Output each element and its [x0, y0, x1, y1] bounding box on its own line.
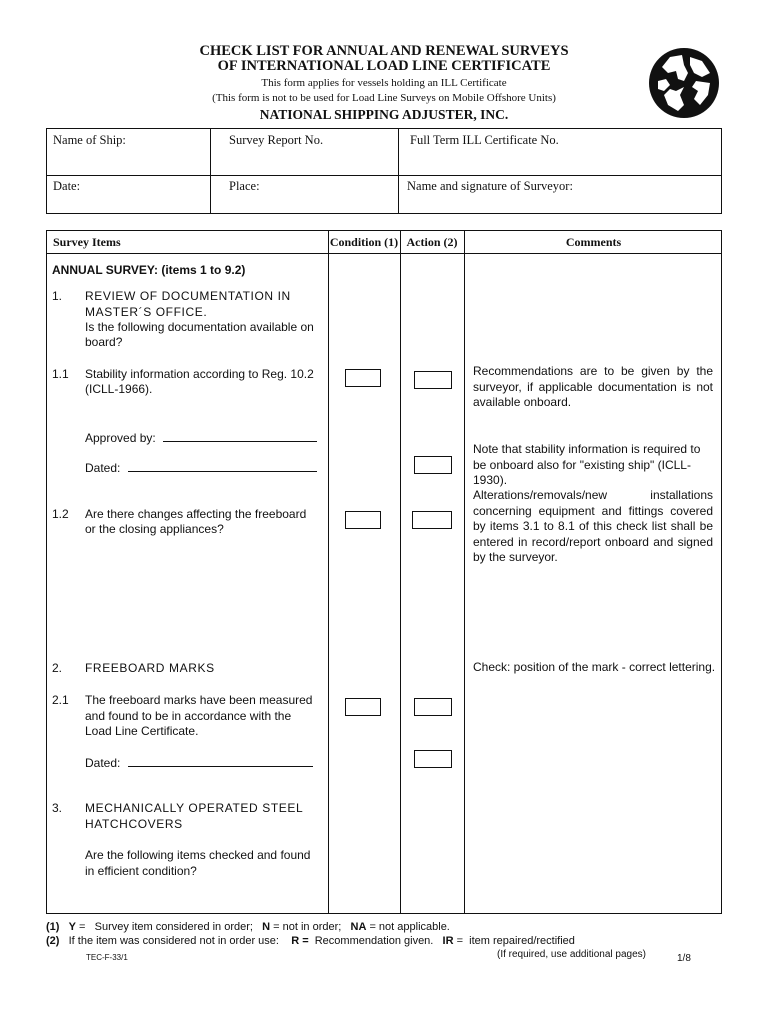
item-1-1-line2: (ICLL-1966).	[85, 382, 153, 396]
section3-question-line1: Are the following items checked and found	[85, 848, 311, 862]
condition-checkbox-2-1[interactable]	[345, 698, 381, 716]
header-condition: Condition (1)	[329, 235, 399, 249]
section1-question-line1: Is the following documentation available on	[85, 320, 314, 334]
footnote-1-y: Y	[68, 921, 76, 933]
annual-survey-heading: ANNUAL SURVEY: (items 1 to 9.2)	[52, 263, 246, 277]
item-2-1-line2: and found to be in accordance with the	[85, 709, 292, 723]
form-applicability-note: This form applies for vessels holding an ILL Certificate	[261, 77, 507, 89]
form-restriction-note: (This form is not to be used for Load Line Surveys on Mobile Offshore Units)	[212, 92, 556, 104]
dated-field-2[interactable]	[85, 754, 313, 772]
form-title-line1: CHECK LIST FOR ANNUAL AND RENEWAL SURVEYS	[199, 43, 569, 59]
form-code: TEC-F-33/1	[86, 953, 128, 962]
dated-field-1[interactable]	[85, 459, 317, 477]
footnote-2-text-c: = item repaired/rectified	[453, 935, 575, 947]
company-name: NATIONAL SHIPPING ADJUSTER, INC.	[259, 107, 509, 122]
company-logo	[648, 47, 720, 119]
condition-checkbox-1-1[interactable]	[345, 369, 381, 387]
certificate-no-label: Full Term ILL Certificate No.	[410, 133, 559, 147]
approved-by-field[interactable]	[85, 429, 317, 447]
section1-title-line2: MASTER´S OFFICE.	[85, 305, 208, 319]
ship-name-label: Name of Ship:	[53, 133, 126, 147]
section2-title: FREEBOARD MARKS	[85, 661, 215, 675]
approved-by-label: Approved by:	[85, 431, 156, 445]
section1-number: 1.	[52, 289, 63, 303]
section3-title-line1: MECHANICALLY OPERATED STEEL	[85, 801, 304, 815]
footnote-2-text-b: Recommendation given.	[308, 935, 443, 947]
section3-number: 3.	[52, 801, 63, 815]
item-1-1-line1: Stability information according to Reg. 10.2	[85, 367, 314, 381]
dated-label-2: Dated:	[85, 756, 121, 770]
footnote-2-text-a: If the item was considered not in order use:	[68, 935, 292, 947]
survey-info-box	[46, 128, 722, 214]
action-checkbox-2-1-dated[interactable]	[414, 750, 452, 768]
date-label: Date:	[53, 179, 81, 193]
footnote-1-marker: (1)	[46, 921, 60, 933]
footnote-1-text-c: = not applicable.	[366, 921, 450, 933]
footnote-2-ir: IR	[442, 935, 454, 947]
footnote-2	[46, 935, 575, 948]
action-checkbox-1-1-approval[interactable]	[414, 456, 452, 474]
approved-by-line[interactable]	[163, 429, 317, 442]
section1-title-line1: REVIEW OF DOCUMENTATION IN	[85, 289, 291, 303]
footnote-1	[46, 921, 450, 934]
section3-title-line2: HATCHCOVERS	[85, 817, 183, 831]
item-1-2-line2: or the closing appliances?	[85, 522, 224, 536]
section3-question-line2: in efficient condition?	[85, 864, 197, 878]
footnote-1-n: N	[262, 921, 271, 933]
footnote-additional-pages: (If required, use additional pages)	[497, 949, 646, 960]
action-checkbox-1-2[interactable]	[412, 511, 452, 529]
survey-report-no-label: Survey Report No.	[229, 133, 324, 147]
item-1-2-line1: Are there changes affecting the freeboard	[85, 507, 307, 521]
place-label: Place:	[229, 179, 260, 193]
page-number: 1/8	[677, 953, 691, 964]
footnote-1-text-b: = not in order;	[270, 921, 351, 933]
action-checkbox-1-1[interactable]	[414, 371, 452, 389]
dated-line-1[interactable]	[128, 459, 317, 472]
section2-number: 2.	[52, 661, 63, 675]
section1-question-line2: board?	[85, 335, 123, 349]
item-1-2-number: 1.2	[52, 507, 69, 521]
comment-alterations: Alterations/removals/new installations concerning equipment and fittings covered by items 3.1 to 8.1 of this check list shall be entered in record/report onboard and signed by the surveyor.	[473, 488, 713, 564]
dated-label-1: Dated:	[85, 461, 121, 475]
comment-documentation: Recommendations are to be given by the surveyor, if applicable documentation is not available onboard.	[473, 364, 713, 409]
footnote-2-r: R =	[291, 935, 309, 947]
comment-stability: Note that stability information is required to be onboard also for "existing ship" (ICLL-1930).	[473, 442, 701, 487]
comment-freeboard-mark: Check: position of the mark - correct lettering.	[473, 660, 716, 674]
header-survey-items: Survey Items	[53, 235, 121, 249]
item-2-1-line1: The freeboard marks have been measured	[85, 693, 313, 707]
footnote-1-na: NA	[350, 921, 367, 933]
header-action: Action (2)	[406, 235, 458, 249]
footnote-1-text-a: = Survey item considered in order;	[75, 921, 263, 933]
footnote-2-marker: (2)	[46, 935, 60, 947]
form-title-line2: OF INTERNATIONAL LOAD LINE CERTIFICATE	[217, 58, 551, 74]
item-1-1-number: 1.1	[52, 367, 69, 381]
header-comments: Comments	[565, 235, 622, 249]
item-2-1-line3: Load Line Certificate.	[85, 724, 199, 738]
condition-checkbox-1-2[interactable]	[345, 511, 381, 529]
surveyor-label: Name and signature of Surveyor:	[407, 179, 573, 193]
dated-line-2[interactable]	[128, 754, 313, 767]
action-checkbox-2-1[interactable]	[414, 698, 452, 716]
item-2-1-number: 2.1	[52, 693, 69, 707]
